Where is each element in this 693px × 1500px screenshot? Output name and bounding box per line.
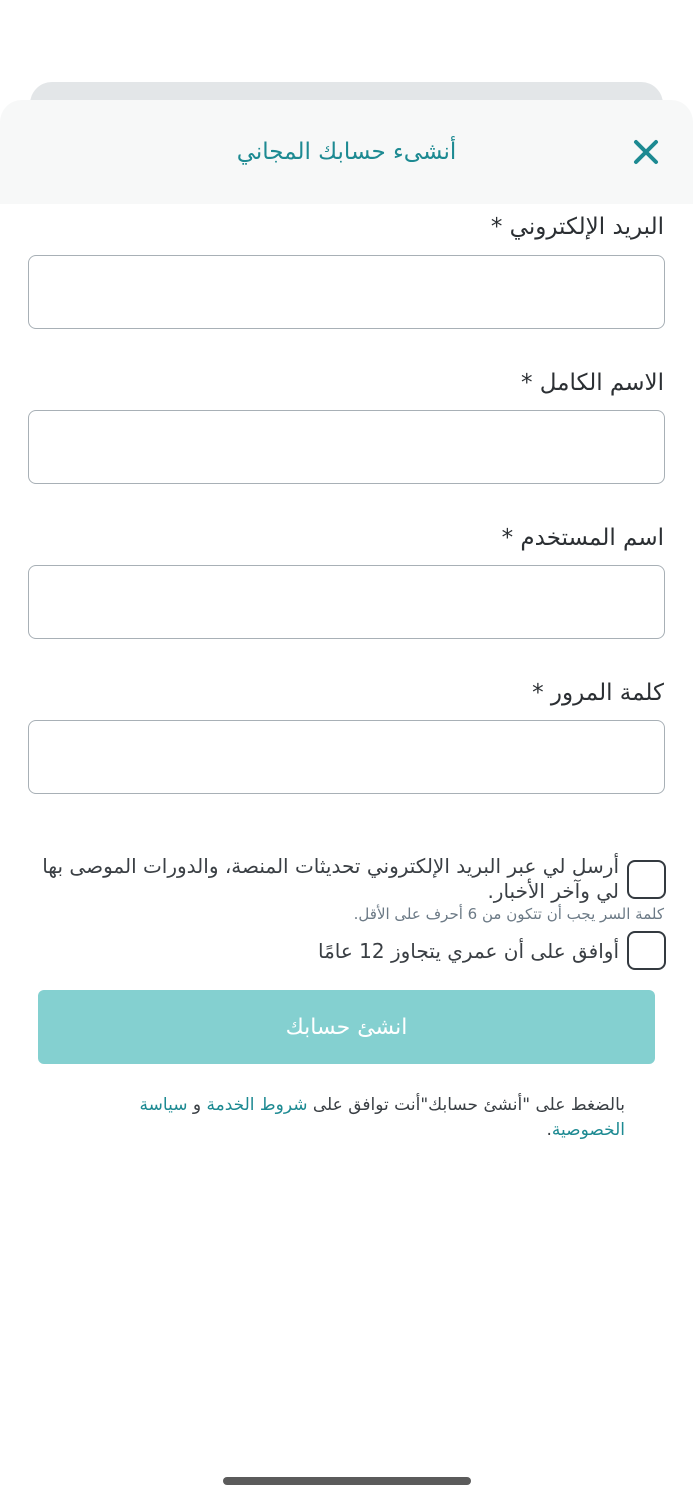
email-field[interactable] bbox=[28, 255, 665, 329]
legal-text bbox=[65, 1093, 625, 1143]
newsletter-label: أرسل لي عبر البريد الإلكتروني تحديثات المنصة، والدورات الموصى بها لي وآخر الأخبار. bbox=[42, 854, 619, 903]
legal-prefix: بالضغط على "أنشئ حسابك"أنت توافق على bbox=[307, 1095, 625, 1115]
password-field[interactable] bbox=[28, 720, 665, 794]
page-title: أنشىء حسابك المجاني bbox=[236, 139, 457, 165]
age-row bbox=[318, 931, 666, 970]
newsletter-checkbox[interactable] bbox=[627, 860, 666, 899]
create-account-button[interactable]: انشئ حسابك bbox=[38, 990, 655, 1064]
password-label: كلمة المرور * bbox=[532, 680, 664, 706]
sheet-header bbox=[0, 100, 693, 204]
age-label: أوافق على أن عمري يتجاوز 12 عامًا bbox=[317, 939, 619, 963]
email-label: البريد الإلكتروني * bbox=[490, 214, 664, 240]
age-checkbox[interactable] bbox=[627, 931, 666, 970]
password-hint: كلمة السر يجب أن تتكون من 6 أحرف على الأقل. bbox=[353, 905, 664, 923]
privacy-link[interactable]: سياسة الخصوصية bbox=[139, 1095, 625, 1140]
terms-link[interactable]: شروط الخدمة bbox=[206, 1095, 308, 1115]
home-indicator bbox=[223, 1477, 471, 1485]
username-field[interactable] bbox=[28, 565, 665, 639]
username-label: اسم المستخدم * bbox=[501, 525, 664, 551]
legal-suffix: . bbox=[546, 1120, 552, 1140]
newsletter-row bbox=[26, 854, 666, 904]
close-icon bbox=[633, 139, 659, 165]
signup-sheet bbox=[0, 100, 693, 1500]
full-name-label: الاسم الكامل * bbox=[520, 370, 664, 396]
legal-and: و bbox=[187, 1095, 207, 1115]
full-name-field[interactable] bbox=[28, 410, 665, 484]
close-button[interactable] bbox=[626, 132, 666, 172]
